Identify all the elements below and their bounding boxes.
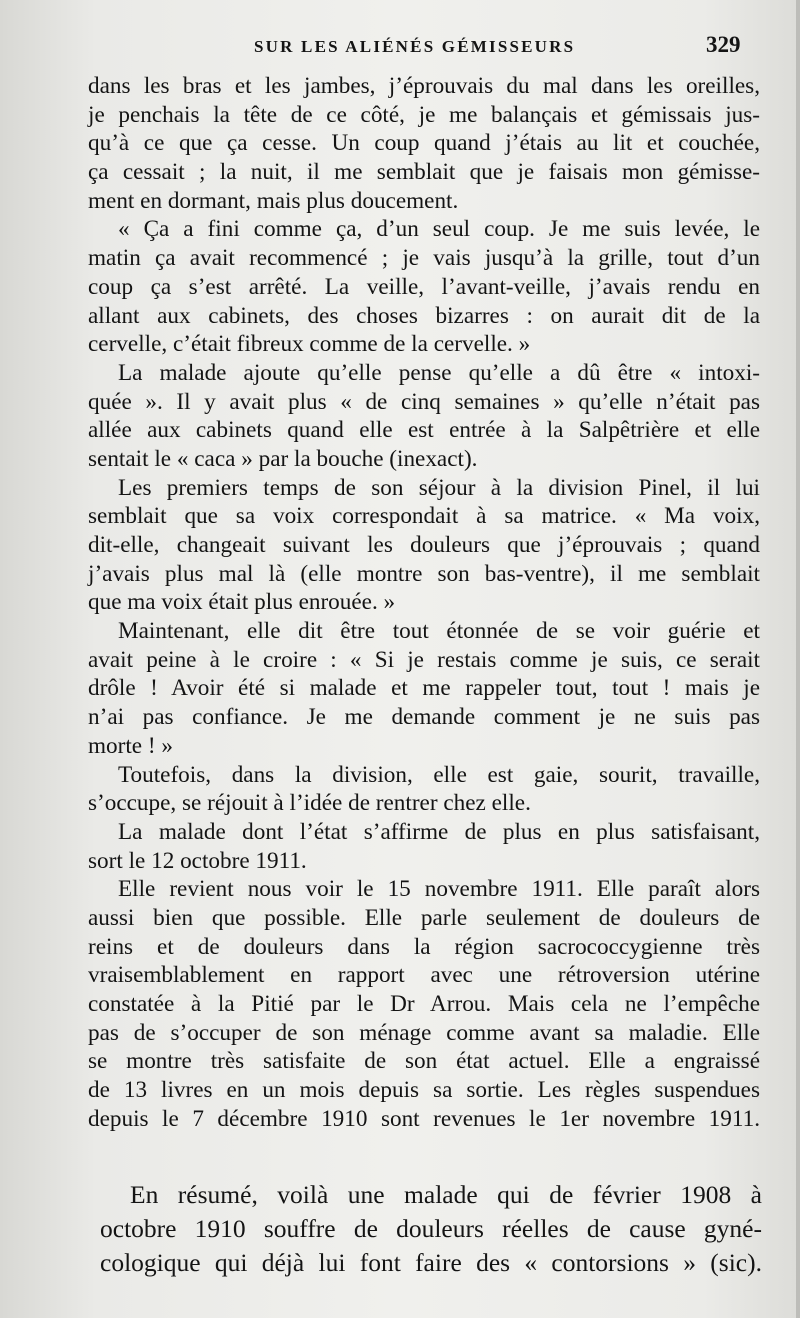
- text-line: s’occupe, se réjouit à l’idée de rentrer chez elle.: [88, 790, 531, 817]
- text-line: aussi bien que possible. Elle parle seulement de douleurs de: [88, 904, 760, 931]
- text-line: La malade dont l’état s’affirme de plus en plus satisfaisant,: [118, 818, 760, 845]
- text-line: j’avais plus mal là (elle montre son bas-ventre), il me semblait: [88, 560, 760, 587]
- text-line: allée aux cabinets quand elle est entrée à la Salpêtrière et elle: [88, 417, 760, 444]
- text-line: sentait le « caca » par la bouche (inexact).: [88, 445, 478, 472]
- text-line: n’ai pas confiance. Je me demande comment je ne suis pas: [88, 704, 760, 731]
- text-line: avait peine à le croire : « Si je restais comme je suis, ce serait: [88, 646, 760, 673]
- text-line: allant aux cabinets, des choses bizarres : on aurait dit de la: [88, 302, 760, 329]
- text-line: depuis le 7 décembre 1910 sont revenues le 1er novembre 1911.: [88, 1105, 760, 1132]
- text-line: coup ça s’est arrêté. La veille, l’avant-veille, j’avais rendu en: [88, 273, 760, 300]
- text-line: drôle ! Avoir été si malade et me rappeler tout, tout ! mais je: [88, 675, 760, 702]
- text-line: ça cessait ; la nuit, il me semblait que je faisais mon gémisse-: [88, 159, 760, 186]
- text-line: se montre très satisfaite de son état actuel. Elle a engraissé: [88, 1048, 760, 1075]
- text-line: Elle revient nous voir le 15 novembre 1911. Elle paraît alors: [118, 876, 760, 903]
- page-edge: [796, 0, 800, 1318]
- page-number: 329: [706, 32, 741, 57]
- text-line: reins et de douleurs dans la région sacrococcygienne très: [88, 933, 760, 960]
- text-line: « Ça a fini comme ça, d’un seul coup. Je me suis levée, le: [118, 216, 760, 243]
- text-line: vraisemblablement en rapport avec une rétroversion utérine: [88, 962, 760, 989]
- text-line: semblait que sa voix correspondait à sa matrice. « Ma voix,: [88, 503, 760, 530]
- summary-line: En résumé, voilà une malade qui de février 1908 à: [130, 1180, 762, 1209]
- text-line: quée ». Il y avait plus « de cinq semaines » qu’elle n’était pas: [88, 388, 760, 415]
- text-line: ment en dormant, mais plus doucement.: [88, 187, 459, 214]
- text-line: matin ça avait recommencé ; je vais jusqu’à la grille, tout d’un: [88, 245, 760, 272]
- text-line: Toutefois, dans la division, elle est gaie, sourit, travaille,: [118, 761, 760, 788]
- text-line: La malade ajoute qu’elle pense qu’elle a dû être « intoxi-: [118, 359, 760, 386]
- summary-paragraph: [100, 1178, 762, 1280]
- text-line: constatée à la Pitié par le Dr Arrou. Mais cela ne l’empêche: [88, 991, 760, 1017]
- text-line: morte ! »: [88, 732, 173, 759]
- text-line: Les premiers temps de son séjour à la division Pinel, il lui: [118, 474, 760, 501]
- text-line: qu’à ce que ça cesse. Un coup quand j’étais au lit et couchée,: [88, 130, 760, 157]
- text-line: pas de s’occuper de son ménage comme avant sa maladie. Elle: [88, 1019, 760, 1046]
- text-line: que ma voix était plus enrouée. »: [88, 589, 396, 616]
- text-line: dit-elle, changeait suivant les douleurs que j’éprouvais ; quand: [88, 532, 760, 558]
- text-line: sort le 12 octobre 1911.: [88, 847, 307, 874]
- summary-line: octobre 1910 souffre de douleurs réelles de cause gyné-: [100, 1214, 762, 1243]
- text-line: je penchais la tête de ce côté, je me balançais et gémissais jus-: [88, 101, 760, 128]
- text-line: de 13 livres en un mois depuis sa sortie. Les règles suspendues: [88, 1077, 760, 1104]
- text-line: Maintenant, elle dit être tout étonnée de se voir guérie et: [118, 618, 760, 645]
- summary-line: cologique qui déjà lui font faire des « contorsions » (sic).: [100, 1248, 762, 1277]
- body-text: [88, 72, 760, 1133]
- text-line: dans les bras et les jambes, j’éprouvais du mal dans les oreilles,: [88, 73, 760, 99]
- text-line: cervelle, c’était fibreux comme de la cervelle. »: [88, 331, 531, 358]
- running-title: SUR LES ALIÉNÉS GÉMISSEURS: [254, 37, 576, 56]
- page-header: [0, 32, 800, 62]
